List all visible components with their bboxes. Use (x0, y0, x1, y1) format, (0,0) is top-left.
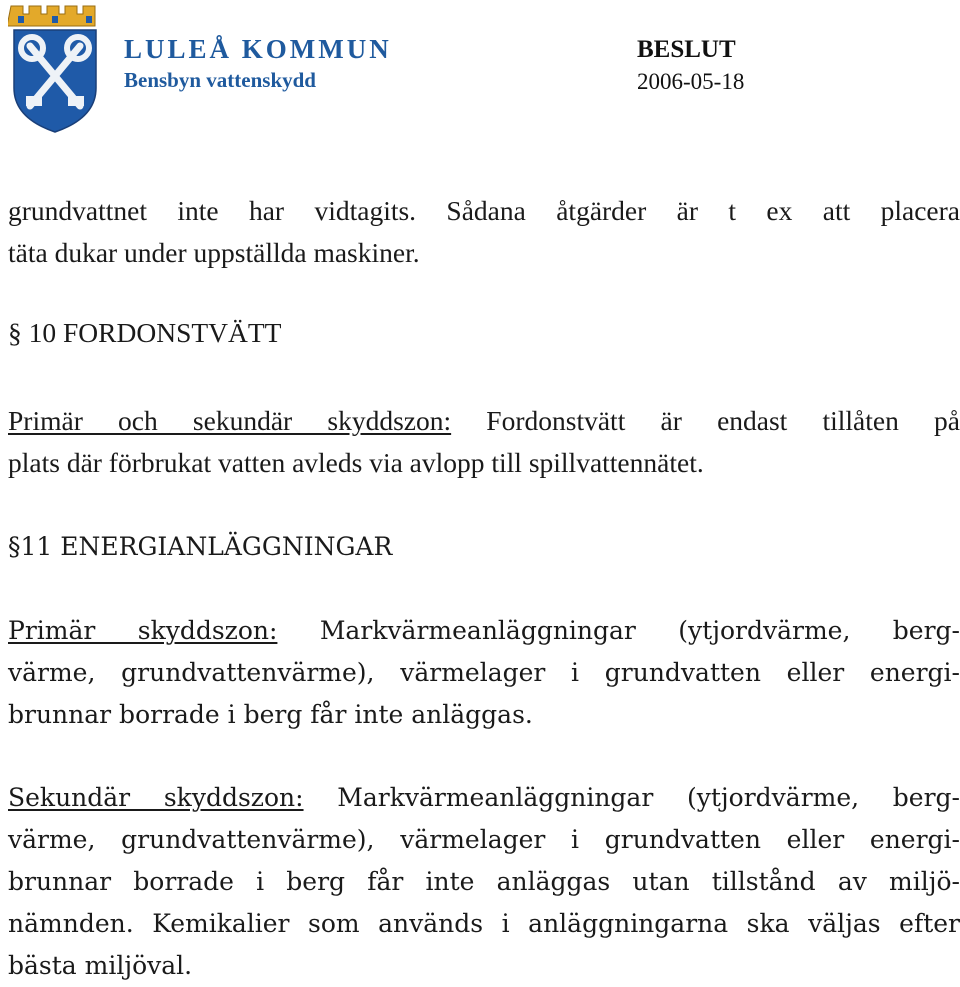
section-10-line-1 (8, 400, 960, 442)
section-11-primary-line-3: brunnar borrade i berg får inte anläggas. (8, 700, 533, 729)
primary-zone-label: Primär skyddszon: (8, 616, 278, 645)
document-date: 2006-05-18 (637, 69, 745, 94)
section-11-title: §11 ENERGIANLÄGGNINGAR (8, 532, 393, 561)
document-subtitle: Bensbyn vattenskydd (124, 68, 316, 92)
section-11-secondary-line-2: värme, grundvattenvärme), värmelager i grundvatten eller energi- (8, 825, 960, 854)
document-type: BESLUT (637, 36, 736, 63)
section-10-line-2: plats där förbrukat vatten avleds via avlopp till spillvattennätet. (8, 447, 704, 478)
intro-line-1: grundvattnet inte har vidtagits. Sådana åtgärder är t ex att placera (8, 195, 960, 226)
section-11-primary-line-2: värme, grundvattenvärme), värmelager i grundvatten eller energi- (8, 658, 960, 687)
intro-paragraph (8, 190, 960, 274)
section-10-line-1-text: Fordonstvätt är endast tillåten på (451, 405, 960, 436)
section-10-title: § 10 FORDONSTVÄTT (8, 317, 282, 348)
section-11-primary-paragraph (8, 610, 960, 736)
section-10-paragraph (8, 400, 960, 484)
lulea-crest-logo (8, 4, 102, 134)
section-10-zone-label: Primär och sekundär skyddszon: (8, 405, 452, 436)
section-11-secondary-line-5: bästa miljöval. (8, 951, 193, 980)
section-11-secondary-line-1-text: Markvärmeanläggningar (ytjordvärme, berg- (303, 783, 960, 812)
section-11-primary-line-1-text: Markvärmeanläggningar (ytjordvärme, berg- (277, 616, 960, 645)
secondary-zone-label: Sekundär skyddszon: (8, 783, 304, 812)
intro-line-2: täta dukar under uppställda maskiner. (8, 237, 420, 268)
section-11-secondary-line-4: nämnden. Kemikalier som används i anläggningarna ska väljas efter (8, 909, 960, 938)
section-11-secondary-paragraph (8, 777, 960, 987)
section-11-secondary-line-1 (8, 777, 960, 819)
organization-name: LULEÅ KOMMUN (124, 34, 392, 64)
section-11-secondary-line-3: brunnar borrade i berg får inte anläggas utan tillstånd av miljö- (8, 867, 960, 896)
section-11-primary-line-1 (8, 610, 960, 652)
